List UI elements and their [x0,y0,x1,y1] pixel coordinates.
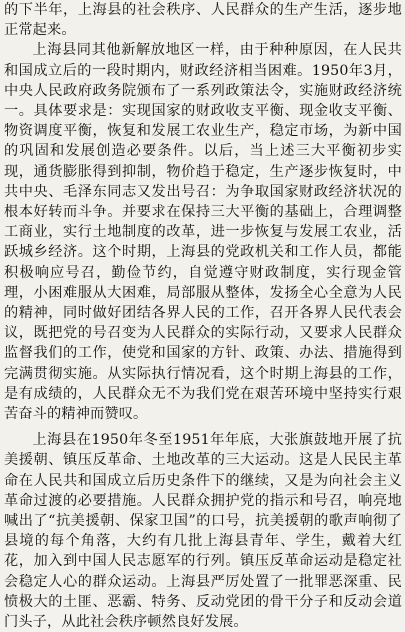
document-text-body [4,0,402,632]
paragraph-1: 的下半年，上海县的社会秩序、人民群众的生产生活，逐步地正常起来。 [4,2,402,39]
paragraph-2: 上海县同其他新解放地区一样，由于种种原因，在人民共和国成立后的一段时期内，财政经济相当困难。1950年3月，中央人民政府政务院颁布了一系列政策法令，实施财政经济统一。具体要求是：实现国家的财政收支平衡、现金收支平衡、物资调度平衡，恢复和发展工农业生产，稳定市场，为新中国的巩固和发展创造必要条件。以后，当上述三大平衡初步实现，通货膨胀得到抑制，物价趋于稳定，生产逐步恢复时，中共中央、毛泽东同志又发出号召：为争取国家财政经济状况的根本好转而斗争。并要求在保持三大平衡的基础上，合理调整工商业，实行土地制度的改革，进一步恢复与发展工农业，活跃城乡经济。这个时期，上海县的党政机关和工作人员，都能积极响应号召，勤俭节约，自觉遵守财政制度，实行现金管理，小困难服从大困难，局部服从整体，发扬全心全意为人民的精神，同时做好团结各界人民的工作，召开各界人民代表会议，既把党的号召变为人民群众的实际行动，又要求人民群众监督我们的工作，使党和国家的方针、政策、办法、措施得到完满贯彻实施。从实际执行情况看，这个时期上海县的工作，是有成绩的，人民群众无不为我们党在艰苦环境中坚持实行艰苦奋斗的精神而赞叹。 [4,42,402,423]
paragraph-3: 上海县在1950年冬至1951年年底，大张旗鼓地开展了抗美援朝、镇压反革命、土地改革的三大运动。这是人民民主革命在人民共和国成立后历史条件下的继续，又是为向社会主义革命过渡的必要措施。人民群众拥护党的指示和号召，响亮地喊出了“抗美援朝、保家卫国”的口号，抗美援朝的歌声响彻了县境的每个角落，大约有几批上海县青年、学生，戴着大红花，加入到中国人民志愿军的行列。镇压反革命运动是稳定社会稳定人心的群众运动。上海县严厉处置了一批罪恶深重、民愤极大的土匪、恶霸、特务、反动党团的骨干分子和反动会道门头子，从此社会秩序顿然良好发展。 [4,432,402,631]
